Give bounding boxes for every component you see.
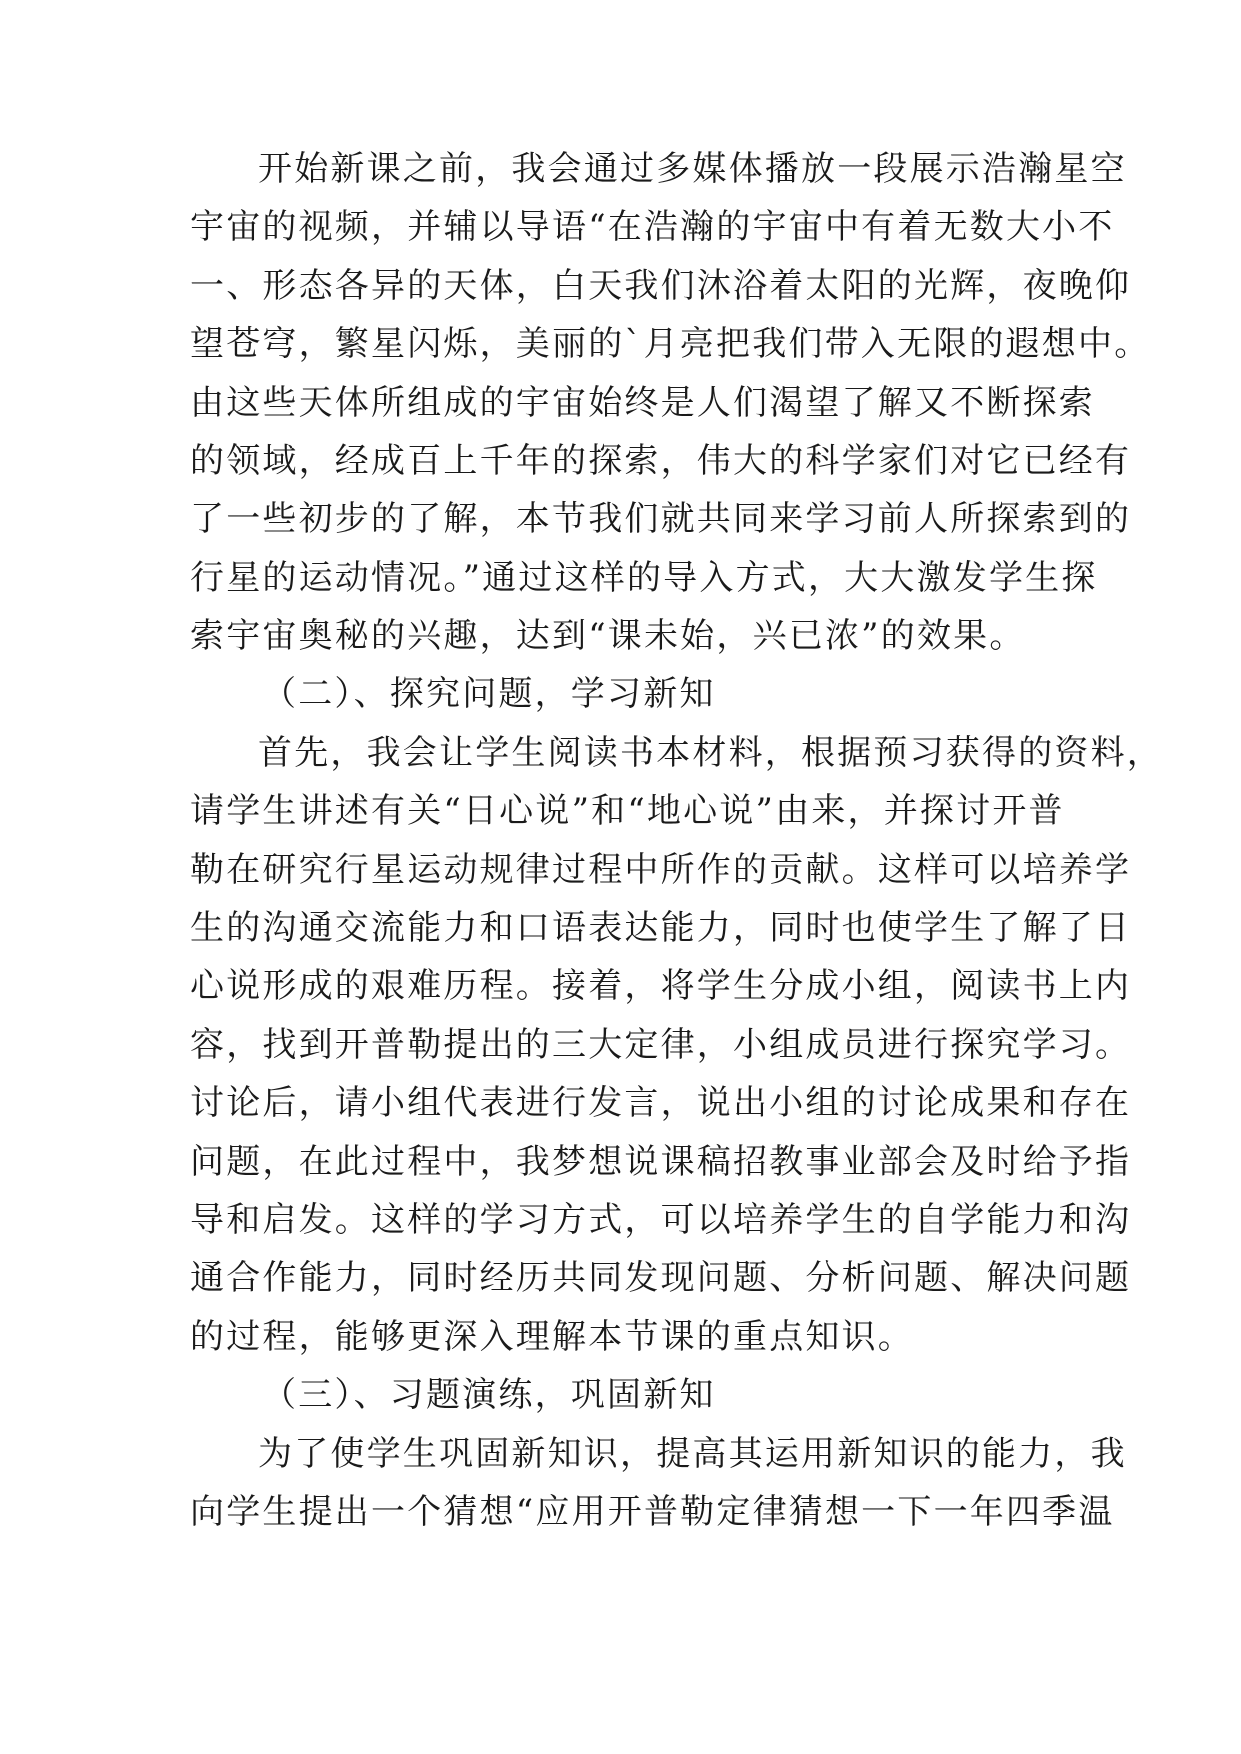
paragraph-line: 请学生讲述有关“日心说”和“地心说”由来，并探讨开普 (190, 791, 1065, 831)
paragraph-line: 行星的运动情况。”通过这样的导入方式，大大激发学生探 (190, 558, 1098, 598)
paragraph-line: 由这些天体所组成的宇宙始终是人们渴望了解又不断探索 (190, 383, 1095, 423)
paragraph-line: 勒在研究行星运动规律过程中所作的贡献。这样可以培养学 (190, 850, 1132, 890)
paragraph-line: 心说形成的艰难历程。接着，将学生分成小组，阅读书上内 (190, 966, 1132, 1006)
paragraph-line: 一、形态各异的天体，白天我们沐浴着太阳的光辉，夜晚仰 (190, 266, 1132, 306)
paragraph-line: 的过程，能够更深入理解本节课的重点知识。 (190, 1317, 914, 1357)
paragraph-line: 为了使学生巩固新知识，提高其运用新知识的能力，我 (258, 1434, 1127, 1474)
paragraph-line: 讨论后，请小组代表进行发言，说出小组的讨论成果和存在 (190, 1083, 1132, 1123)
paragraph-line: 问题，在此过程中，我梦想说课稿招教事业部会及时给予指 (190, 1142, 1132, 1182)
paragraph-line: 开始新课之前，我会通过多媒体播放一段展示浩瀚星空 (258, 149, 1127, 189)
paragraph-line: 的领域，经成百上千年的探索，伟大的科学家们对它已经有 (190, 441, 1132, 481)
paragraph-line: 通合作能力，同时经历共同发现问题、分析问题、解决问题 (190, 1258, 1132, 1298)
section-heading: （二）、探究问题，学习新知 (262, 674, 716, 714)
paragraph-line: 导和启发。这样的学习方式，可以培养学生的自学能力和沟 (190, 1200, 1132, 1240)
paragraph-line: 首先，我会让学生阅读书本材料，根据预习获得的资料， (258, 733, 1163, 773)
paragraph-line: 宇宙的视频，并辅以导语“在浩瀚的宇宙中有着无数大小不 (190, 207, 1115, 247)
paragraph-line: 索宇宙奥秘的兴趣，达到“课未始，兴已浓”的效果。 (190, 616, 1026, 656)
paragraph-line: 了一些初步的了解，本节我们就共同来学习前人所探索到的 (190, 499, 1132, 539)
section-heading: （三）、习题演练，巩固新知 (262, 1375, 716, 1415)
paragraph-line: 生的沟通交流能力和口语表达能力，同时也使学生了解了日 (190, 908, 1132, 948)
paragraph-line: 向学生提出一个猜想“应用开普勒定律猜想一下一年四季温 (190, 1492, 1115, 1532)
paragraph-line: 望苍穹，繁星闪烁，美丽的`月亮把我们带入无限的遐想中。 (190, 324, 1151, 364)
paragraph-line: 容，找到开普勒提出的三大定律，小组成员进行探究学习。 (190, 1025, 1132, 1065)
